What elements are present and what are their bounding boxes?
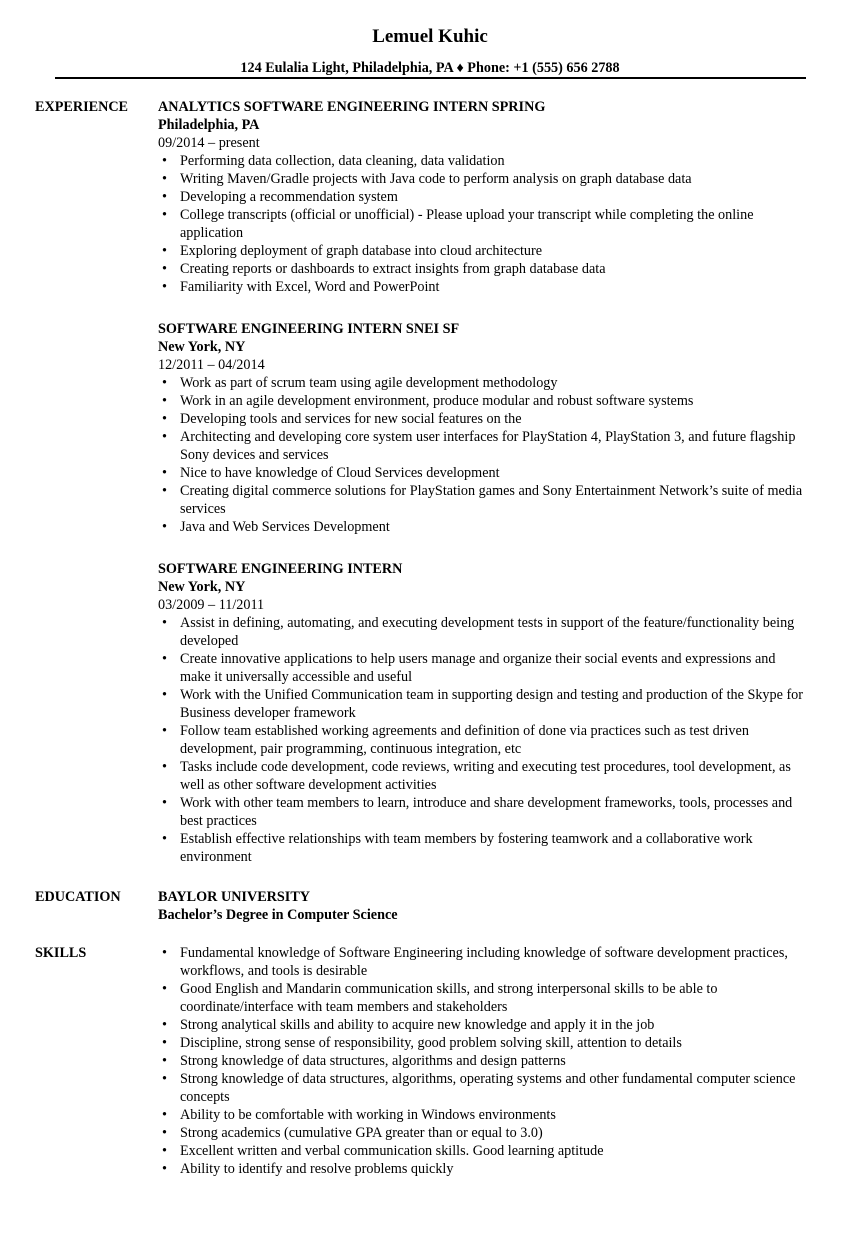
bullet-item: • Nice to have knowledge of Cloud Services development xyxy=(158,464,805,482)
job-bullets xyxy=(158,152,805,296)
skill-item: • Good English and Mandarin communication skills, and strong interpersonal skills to be able to coordinate/interface with team members and stakeholders xyxy=(158,980,805,1016)
bullet-item: • Writing Maven/Gradle projects with Java code to perform analysis on graph database data xyxy=(158,170,805,188)
section-label-education: EDUCATION xyxy=(35,889,121,905)
bullet-item: • Creating digital commerce solutions for PlayStation games and Sony Entertainment Network’s suite of media services xyxy=(158,482,805,518)
job-title: ANALYTICS SOFTWARE ENGINEERING INTERN SPRING xyxy=(158,99,546,115)
experience-section xyxy=(35,98,805,890)
bullet-item: • Work with the Unified Communication team in supporting design and testing and production of the Skype for Business developer framework xyxy=(158,686,805,722)
skill-item: • Ability to identify and resolve problems quickly xyxy=(158,1160,805,1178)
skills-section xyxy=(35,944,805,1178)
skill-item: • Strong academics (cumulative GPA greater than or equal to 3.0) xyxy=(158,1124,805,1142)
job-title: SOFTWARE ENGINEERING INTERN SNEI SF xyxy=(158,321,460,337)
job-entry xyxy=(158,320,805,536)
bullet-item: • Follow team established working agreements and definition of done via practices such as test driven development, pair programming, continuous integration, etc xyxy=(158,722,805,758)
skill-item: • Strong analytical skills and ability to acquire new knowledge and apply it in the job xyxy=(158,1016,805,1034)
skill-item: • Ability to be comfortable with working in Windows environments xyxy=(158,1106,805,1124)
bullet-item: • Create innovative applications to help users manage and organize their social events and expressions and make it universally accessible and useful xyxy=(158,650,805,686)
job-entry xyxy=(158,98,805,296)
job-title: SOFTWARE ENGINEERING INTERN xyxy=(158,561,403,577)
bullet-item: • Work as part of scrum team using agile development methodology xyxy=(158,374,805,392)
contact-line: 124 Eulalia Light, Philadelphia, PA ♦ Phone: +1 (555) 656 2788 xyxy=(240,60,620,76)
bullet-item: • Tasks include code development, code reviews, writing and executing test procedures, tool development, as well as other software development activities xyxy=(158,758,805,794)
bullet-item: • Architecting and developing core system user interfaces for PlayStation 4, PlayStation 3, and future flagship Sony devices and services xyxy=(158,428,805,464)
job-location: Philadelphia, PA xyxy=(158,117,260,133)
skill-item: • Strong knowledge of data structures, algorithms, operating systems and other fundamental computer science concepts xyxy=(158,1070,805,1106)
job-entry xyxy=(158,560,805,866)
job-bullets xyxy=(158,374,805,536)
school-name: BAYLOR UNIVERSITY xyxy=(158,889,311,905)
bullet-item: • Exploring deployment of graph database into cloud architecture xyxy=(158,242,805,260)
education-section xyxy=(35,888,805,924)
bullet-item: • Establish effective relationships with team members by fostering teamwork and a collaborative work environment xyxy=(158,830,805,866)
bullet-item: • Creating reports or dashboards to extract insights from graph database data xyxy=(158,260,805,278)
skill-item: • Strong knowledge of data structures, algorithms and design patterns xyxy=(158,1052,805,1070)
skills-list xyxy=(158,944,805,1178)
job-list xyxy=(158,98,805,866)
header-divider xyxy=(55,77,806,79)
section-label-skills: SKILLS xyxy=(35,945,87,961)
bullet-item: • Developing a recommendation system xyxy=(158,188,805,206)
section-label-experience: EXPERIENCE xyxy=(35,99,129,115)
job-location: New York, NY xyxy=(158,339,246,355)
bullet-item: • Developing tools and services for new social features on the xyxy=(158,410,805,428)
bullet-item: • Familiarity with Excel, Word and PowerPoint xyxy=(158,278,805,296)
bullet-item: • Work in an agile development environment, produce modular and robust software systems xyxy=(158,392,805,410)
bullet-item: • Java and Web Services Development xyxy=(158,518,805,536)
bullet-item: • College transcripts (official or unofficial) - Please upload your transcript while completing the online application xyxy=(158,206,805,242)
skill-item: • Excellent written and verbal communication skills. Good learning aptitude xyxy=(158,1142,805,1160)
bullet-item: • Assist in defining, automating, and executing development tests in support of the feature/functionality being developed xyxy=(158,614,805,650)
degree: Bachelor’s Degree in Computer Science xyxy=(158,907,398,923)
skill-item: • Fundamental knowledge of Software Engineering including knowledge of software development practices, workflows, and tools is desirable xyxy=(158,944,805,980)
job-dates: 12/2011 – 04/2014 xyxy=(158,357,265,373)
job-dates: 03/2009 – 11/2011 xyxy=(158,597,265,613)
job-dates: 09/2014 – present xyxy=(158,135,260,151)
job-location: New York, NY xyxy=(158,579,246,595)
bullet-item: • Work with other team members to learn, introduce and share development frameworks, tools, processes and best practices xyxy=(158,794,805,830)
bullet-item: • Performing data collection, data cleaning, data validation xyxy=(158,152,805,170)
skill-item: • Discipline, strong sense of responsibility, good problem solving skill, attention to details xyxy=(158,1034,805,1052)
candidate-name: Lemuel Kuhic xyxy=(372,26,488,47)
job-bullets xyxy=(158,614,805,866)
